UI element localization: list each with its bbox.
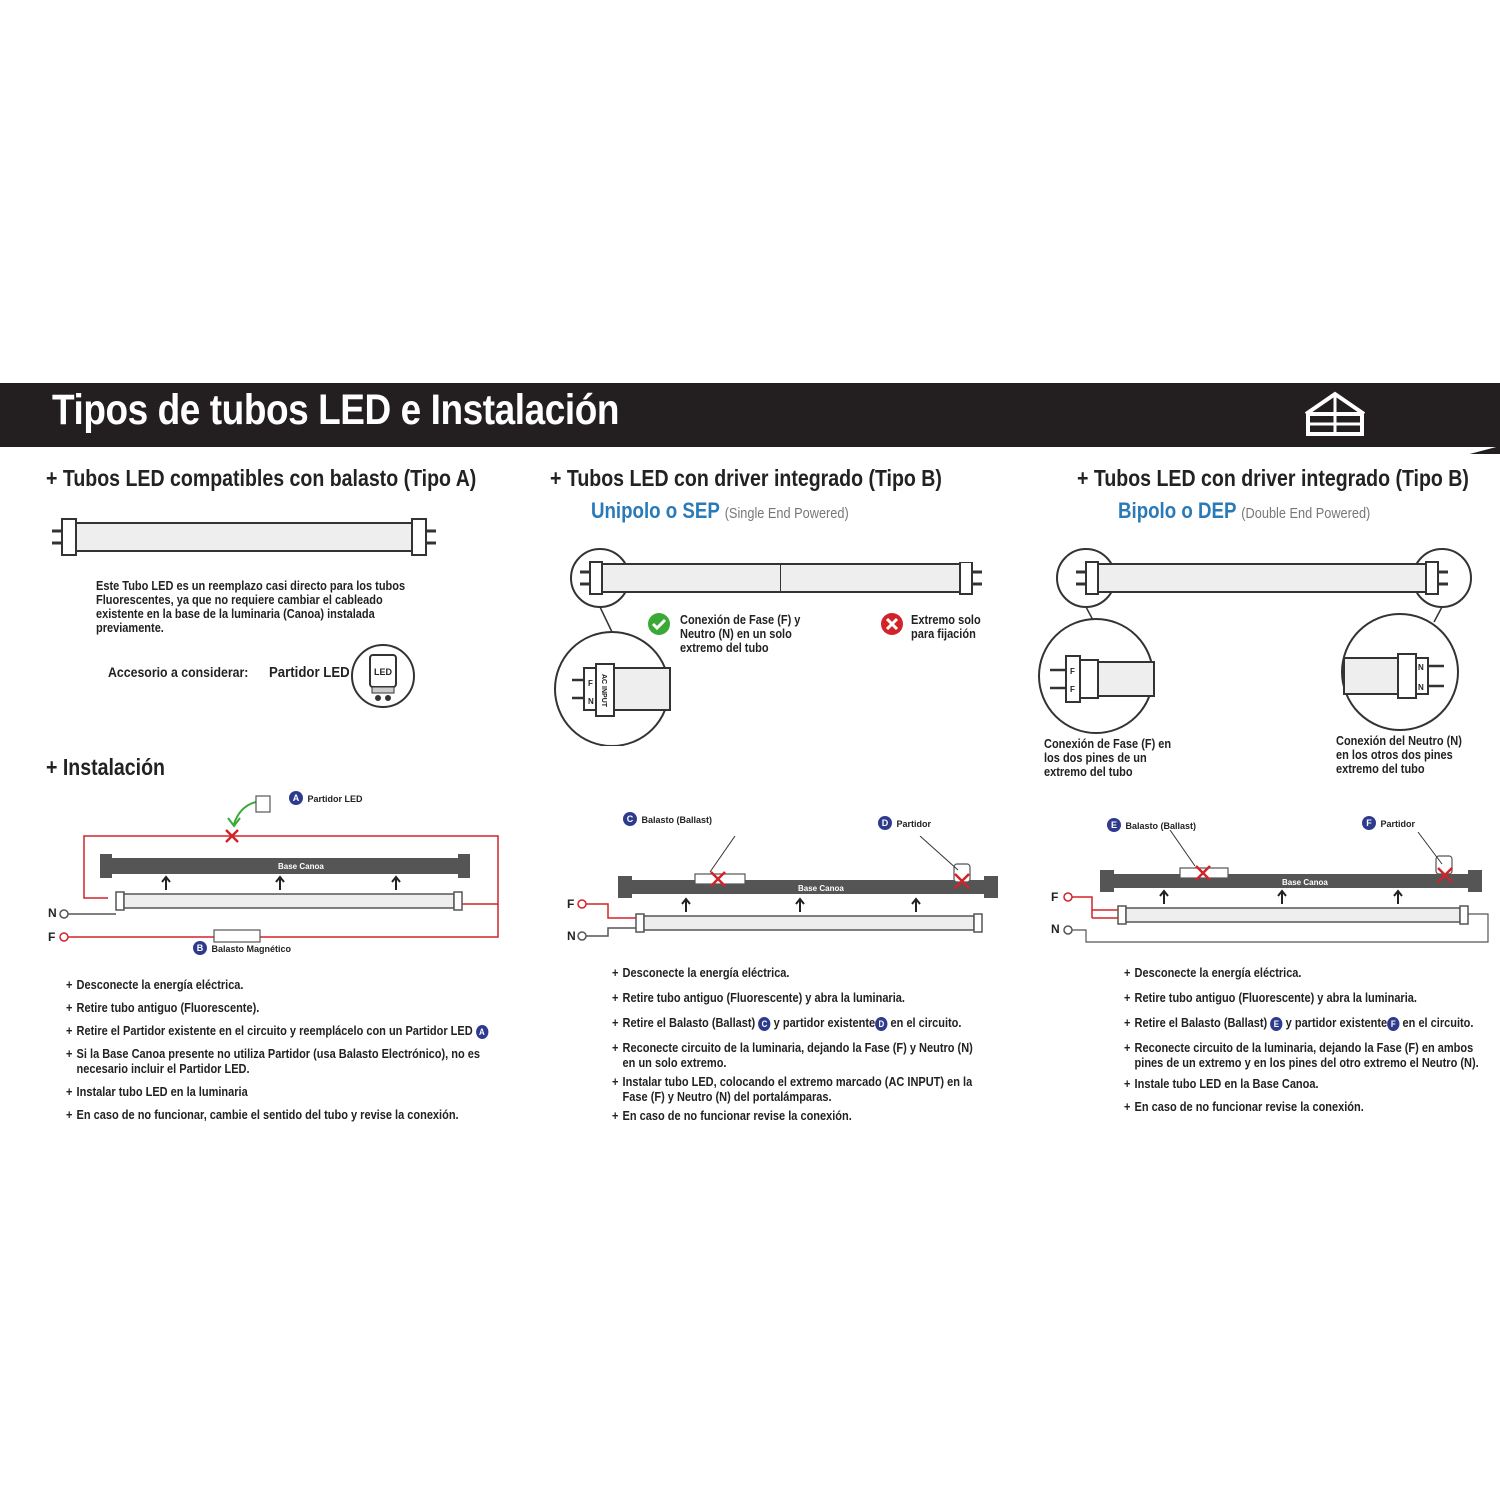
sep-steps <box>612 966 1017 1132</box>
led-starter-icon <box>350 641 416 711</box>
callout-b-label: Balasto Magnético <box>211 944 291 954</box>
tipo-a-description: Este Tubo LED es un reemplazo casi directo para los tubos Fluorescentes, ya que no requiere cambiar el cableado existente en la base de la luminaria (Canoa) instalada previamente. <box>96 579 406 635</box>
terminal-f-c: F <box>1051 890 1059 904</box>
accessory-name: Partidor LED <box>269 664 350 681</box>
dep-wiring-diagram <box>1040 830 1500 950</box>
badge-c: C <box>623 812 637 826</box>
step-b-3a: Retire el Balasto (Ballast) <box>622 1016 756 1030</box>
accessory-label: Accesorio a considerar: <box>108 664 249 680</box>
badge-e: E <box>1107 818 1121 832</box>
step-b-2: + Retire tubo antiguo (Fluorescente) y abra la luminaria. <box>612 991 1017 1006</box>
badge-b: B <box>193 941 207 955</box>
step-b-1: + Desconecte la energía eléctrica. <box>612 966 1017 981</box>
badge-a: A <box>289 791 303 805</box>
dep-subtitle-note: (Double End Powered) <box>1241 505 1371 522</box>
dep-pin-n1: N <box>1418 663 1424 672</box>
step-b-badge-c: C <box>758 1017 770 1031</box>
step-c-4: + Reconecte circuito de la luminaria, dejando la Fase (F) en ambos pines de un extremo y en los pines del otro extremo el Neutro (N). <box>1124 1041 1500 1071</box>
callout-c-label: Balasto (Ballast) <box>641 815 712 825</box>
ac-input-label: AC INPUT <box>600 674 607 708</box>
dep-pin-n2: N <box>1418 683 1424 692</box>
callout-a <box>289 789 362 807</box>
step-b-3c: en el circuito. <box>890 1016 962 1030</box>
terminal-n-c: N <box>1051 922 1060 936</box>
step-b-4: + Reconecte circuito de la luminaria, dejando la Fase (F) y Neutro (N) en un solo extremo. <box>612 1041 1017 1071</box>
sep-x-text: Extremo solo para fijación <box>911 613 981 641</box>
sep-pin-n: N <box>588 697 594 706</box>
step-a-3-badge: A <box>476 1025 488 1039</box>
tipo-b-sep-title: + Tubos LED con driver integrado (Tipo B) <box>550 465 942 491</box>
dep-steps <box>1124 966 1500 1123</box>
callout-d-label: Partidor <box>896 819 931 829</box>
tipo-a-tube-illustration <box>48 515 440 559</box>
callout-d <box>878 814 931 832</box>
dep-pin-f1: F <box>1070 667 1075 676</box>
house-logo-icon <box>1300 390 1370 440</box>
callout-a-label: Partidor LED <box>307 794 363 804</box>
step-a-4: + Si la Base Canoa presente no utiliza Partidor (usa Balasto Electrónico), no es necesario incluir el Partidor LED. <box>66 1047 488 1077</box>
sep-subtitle-note: (Single End Powered) <box>724 505 849 522</box>
step-a-3-text: Retire el Partidor existente en el circuito y reemplácelo con un Partidor LED <box>76 1024 473 1038</box>
badge-d: D <box>878 816 892 830</box>
terminal-n-a: N <box>48 906 57 920</box>
callout-c <box>623 810 712 828</box>
step-b-badge-d: D <box>875 1017 887 1031</box>
sep-subtitle-text: Unipolo o SEP <box>591 498 720 523</box>
step-a-6: + En caso de no funcionar, cambie el sentido del tubo y revise la conexión. <box>66 1108 488 1123</box>
step-a-2: + Retire tubo antiguo (Fluorescente). <box>66 1001 488 1016</box>
step-c-5: + Instale tubo LED en la Base Canoa. <box>1124 1077 1500 1092</box>
callout-f-label: Partidor <box>1380 819 1415 829</box>
tipo-b-dep-title: + Tubos LED con driver integrado (Tipo B) <box>1077 465 1469 491</box>
dep-tube-illustration <box>1034 544 1494 744</box>
tipo-a-steps <box>66 978 488 1131</box>
terminal-n-b: N <box>567 929 576 943</box>
step-c-badge-f: F <box>1387 1017 1399 1031</box>
page-title: Tipos de tubos LED e Instalación <box>52 386 620 434</box>
callout-e <box>1107 816 1196 834</box>
step-c-2: + Retire tubo antiguo (Fluorescente) y abra la luminaria. <box>1124 991 1500 1006</box>
step-c-3c: en el circuito. <box>1402 1016 1474 1030</box>
starter-text: LED <box>374 667 392 677</box>
step-b-6: + En caso de no funcionar revise la conexión. <box>612 1109 1017 1124</box>
step-b-3 <box>612 1016 1017 1031</box>
step-c-badge-e: E <box>1270 1017 1282 1031</box>
step-b-3b: y partidor existente <box>773 1016 876 1030</box>
sep-wiring-diagram <box>560 836 1010 946</box>
step-b-5: + Instalar tubo LED, colocando el extremo marcado (AC INPUT) en la Fase (F) y Neutro (N) del portalámparas. <box>612 1075 1017 1105</box>
step-a-3 <box>66 1024 488 1039</box>
tipo-a-title: + Tubos LED compatibles con balasto (Tipo A) <box>46 465 477 491</box>
dep-pin-f2: F <box>1070 685 1075 694</box>
dep-subtitle-text: Bipolo o DEP <box>1118 498 1237 523</box>
check-icon <box>647 612 671 636</box>
canoa-label-b: Base Canoa <box>798 884 844 893</box>
dep-left-text: Conexión de Fase (F) en los dos pines de un extremo del tubo <box>1044 737 1172 779</box>
step-a-1: + Desconecte la energía eléctrica. <box>66 978 488 993</box>
terminal-f-b: F <box>567 897 575 911</box>
sep-pin-f: F <box>588 679 593 688</box>
sep-tube-right-end <box>780 562 1046 596</box>
callout-f <box>1362 814 1415 832</box>
sep-ok-text: Conexión de Fase (F) y Neutro (N) en un solo extremo del tubo <box>680 613 801 655</box>
dep-right-text: Conexión del Neutro (N) en los otros dos pines extremo del tubo <box>1336 734 1462 776</box>
canoa-label-a: Base Canoa <box>278 862 324 871</box>
callout-b <box>193 939 291 957</box>
x-icon <box>880 612 904 636</box>
header-accent <box>0 446 1500 454</box>
step-a-5: + Instalar tubo LED en la luminaria <box>66 1085 488 1100</box>
step-c-3a: Retire el Balasto (Ballast) <box>1134 1016 1268 1030</box>
callout-e-label: Balasto (Ballast) <box>1125 821 1196 831</box>
badge-f: F <box>1362 816 1376 830</box>
step-c-6: + En caso de no funcionar revise la conexión. <box>1124 1100 1500 1115</box>
terminal-f-a: F <box>48 930 56 944</box>
step-c-1: + Desconecte la energía eléctrica. <box>1124 966 1500 981</box>
installation-title: + Instalación <box>46 754 165 780</box>
step-c-3b: y partidor existente <box>1285 1016 1388 1030</box>
sep-subtitle <box>591 498 849 524</box>
canoa-label-c: Base Canoa <box>1282 878 1328 887</box>
step-c-3 <box>1124 1016 1500 1031</box>
dep-subtitle <box>1118 498 1370 524</box>
